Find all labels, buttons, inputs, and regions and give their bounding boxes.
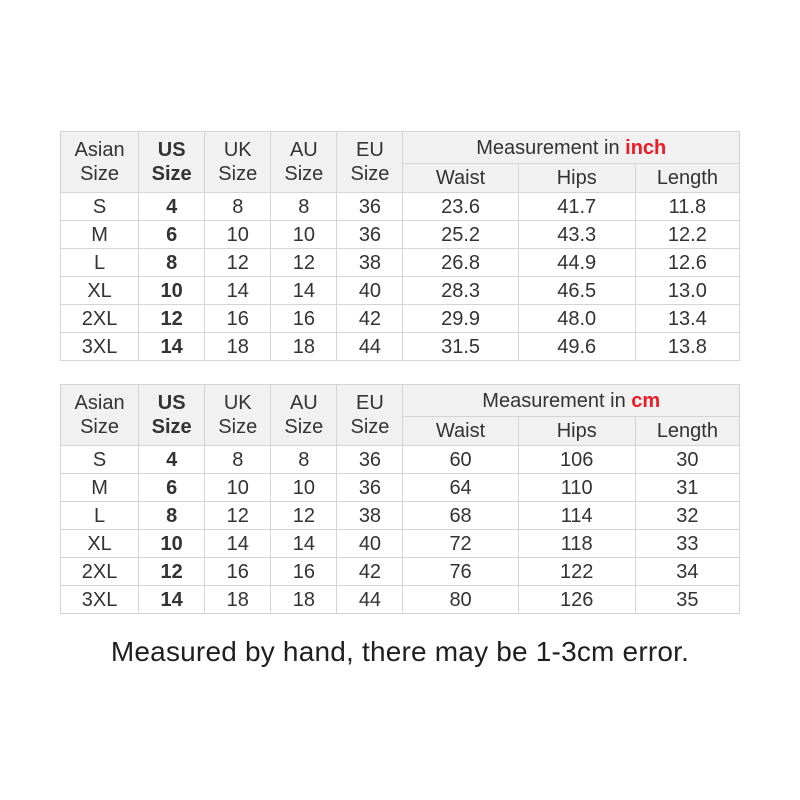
table-cell: 42 [337,305,403,333]
table-cell: M [61,474,139,502]
table-cell: 12 [205,502,271,530]
table-cell: 10 [271,221,337,249]
table-cell: 3XL [61,586,139,614]
table-cell: 14 [139,333,205,361]
table-cell: 31.5 [403,333,518,361]
col-header-hips: Hips [518,164,635,193]
table-cell: 118 [518,530,635,558]
measurement-title [403,385,740,417]
table-cell: 72 [403,530,518,558]
table-cell: 36 [337,221,403,249]
table-cell: 6 [139,221,205,249]
table-cell: 42 [337,558,403,586]
table-cell: 8 [271,446,337,474]
table-cell: 60 [403,446,518,474]
table-cell: M [61,221,139,249]
col-header-asian-size: Asian Size [61,385,139,446]
table-cell: 41.7 [518,193,635,221]
table-cell: 25.2 [403,221,518,249]
table-cell: 12.2 [635,221,739,249]
table-row [61,474,740,502]
table-cell: 44 [337,586,403,614]
caption: Measured by hand, there may be 1-3cm error. [110,636,690,667]
table-cell: 10 [139,530,205,558]
table-cell: XL [61,277,139,305]
table-cell: 34 [635,558,739,586]
table-row [61,446,740,474]
col-header-au-size: AU Size [271,132,337,193]
table-row [61,502,740,530]
table-cell: 36 [337,474,403,502]
table-row [61,558,740,586]
table-cell: 12 [271,502,337,530]
table-cell: 10 [271,474,337,502]
col-header-us-size: US Size [139,385,205,446]
table-cell: 8 [205,193,271,221]
table-cell: 18 [205,333,271,361]
table-cell: 4 [139,193,205,221]
table-cell: 18 [205,586,271,614]
table-cell: 36 [337,193,403,221]
table-cell: 12 [271,249,337,277]
table-cell: 14 [205,277,271,305]
table-cell: 38 [337,249,403,277]
measurement-title [403,132,740,164]
table-cell: 11.8 [635,193,739,221]
table-cell: 68 [403,502,518,530]
table-cell: 3XL [61,333,139,361]
col-header-uk-size: UK Size [205,132,271,193]
table-cell: 2XL [61,558,139,586]
table-cell: 16 [271,305,337,333]
table-cell: 28.3 [403,277,518,305]
table-cell: 14 [139,586,205,614]
table-cell: 18 [271,333,337,361]
table-cell: 80 [403,586,518,614]
table-cell: 30 [635,446,739,474]
table-cell: 36 [337,446,403,474]
measurement-title-prefix: Measurement in [476,136,620,159]
table-row [61,277,740,305]
table-cell: 48.0 [518,305,635,333]
table-row [61,193,740,221]
table-cell: S [61,446,139,474]
col-header-au-size: AU Size [271,385,337,446]
table-cell: 122 [518,558,635,586]
table-cell: 14 [271,530,337,558]
table-cell: 114 [518,502,635,530]
col-header-hips: Hips [518,417,635,446]
measurement-title-prefix: Measurement in [482,389,626,412]
table-cell: 14 [205,530,271,558]
col-header-waist: Waist [403,164,518,193]
table-cell: 106 [518,446,635,474]
table-cell: 29.9 [403,305,518,333]
table-row [61,249,740,277]
table-cell: 13.8 [635,333,739,361]
table-row [61,221,740,249]
table-cell: 126 [518,586,635,614]
table-cell: 38 [337,502,403,530]
table-cell: 23.6 [403,193,518,221]
table-cell: 10 [205,221,271,249]
col-header-length: Length [635,417,739,446]
table-row [61,333,740,361]
col-header-eu-size: EU Size [337,385,403,446]
table-cell: 35 [635,586,739,614]
table-cell: 12 [139,558,205,586]
measurement-unit: cm [631,389,661,412]
table-cell: 16 [205,558,271,586]
table-cell: 8 [205,446,271,474]
table-cell: 12 [205,249,271,277]
table-cell: 8 [271,193,337,221]
table-cell: 40 [337,277,403,305]
table-cell: 8 [139,249,205,277]
table-row [61,586,740,614]
table-cell: 46.5 [518,277,635,305]
table-cell: 8 [139,502,205,530]
table-cell: L [61,502,139,530]
table-cell: 2XL [61,305,139,333]
size-chart-inch-body [61,193,740,361]
table-cell: 13.0 [635,277,739,305]
table-cell: 26.8 [403,249,518,277]
table-cell: 16 [271,558,337,586]
table-row [61,305,740,333]
table-cell: 49.6 [518,333,635,361]
table-cell: 40 [337,530,403,558]
table-cell: 13.4 [635,305,739,333]
table-cell: 110 [518,474,635,502]
table-cell: L [61,249,139,277]
size-chart-table-cm [60,384,740,614]
col-header-waist: Waist [403,417,518,446]
table-cell: XL [61,530,139,558]
size-chart-cm-body [61,446,740,614]
table-cell: 6 [139,474,205,502]
table-cell: 32 [635,502,739,530]
col-header-uk-size: UK Size [205,385,271,446]
table-cell: 31 [635,474,739,502]
table-cell: 14 [271,277,337,305]
col-header-us-size: US Size [139,132,205,193]
table-cell: S [61,193,139,221]
table-cell: 16 [205,305,271,333]
table-cell: 44 [337,333,403,361]
table-cell: 64 [403,474,518,502]
table-cell: 12.6 [635,249,739,277]
table-cell: 18 [271,586,337,614]
table-row [61,530,740,558]
measurement-unit: inch [625,136,667,159]
col-header-eu-size: EU Size [337,132,403,193]
col-header-length: Length [635,164,739,193]
table-cell: 10 [205,474,271,502]
table-cell: 33 [635,530,739,558]
size-chart-table-inch [60,131,740,361]
col-header-asian-size: Asian Size [61,132,139,193]
table-cell: 4 [139,446,205,474]
table-cell: 10 [139,277,205,305]
table-cell: 44.9 [518,249,635,277]
table-cell: 43.3 [518,221,635,249]
table-cell: 76 [403,558,518,586]
table-cell: 12 [139,305,205,333]
